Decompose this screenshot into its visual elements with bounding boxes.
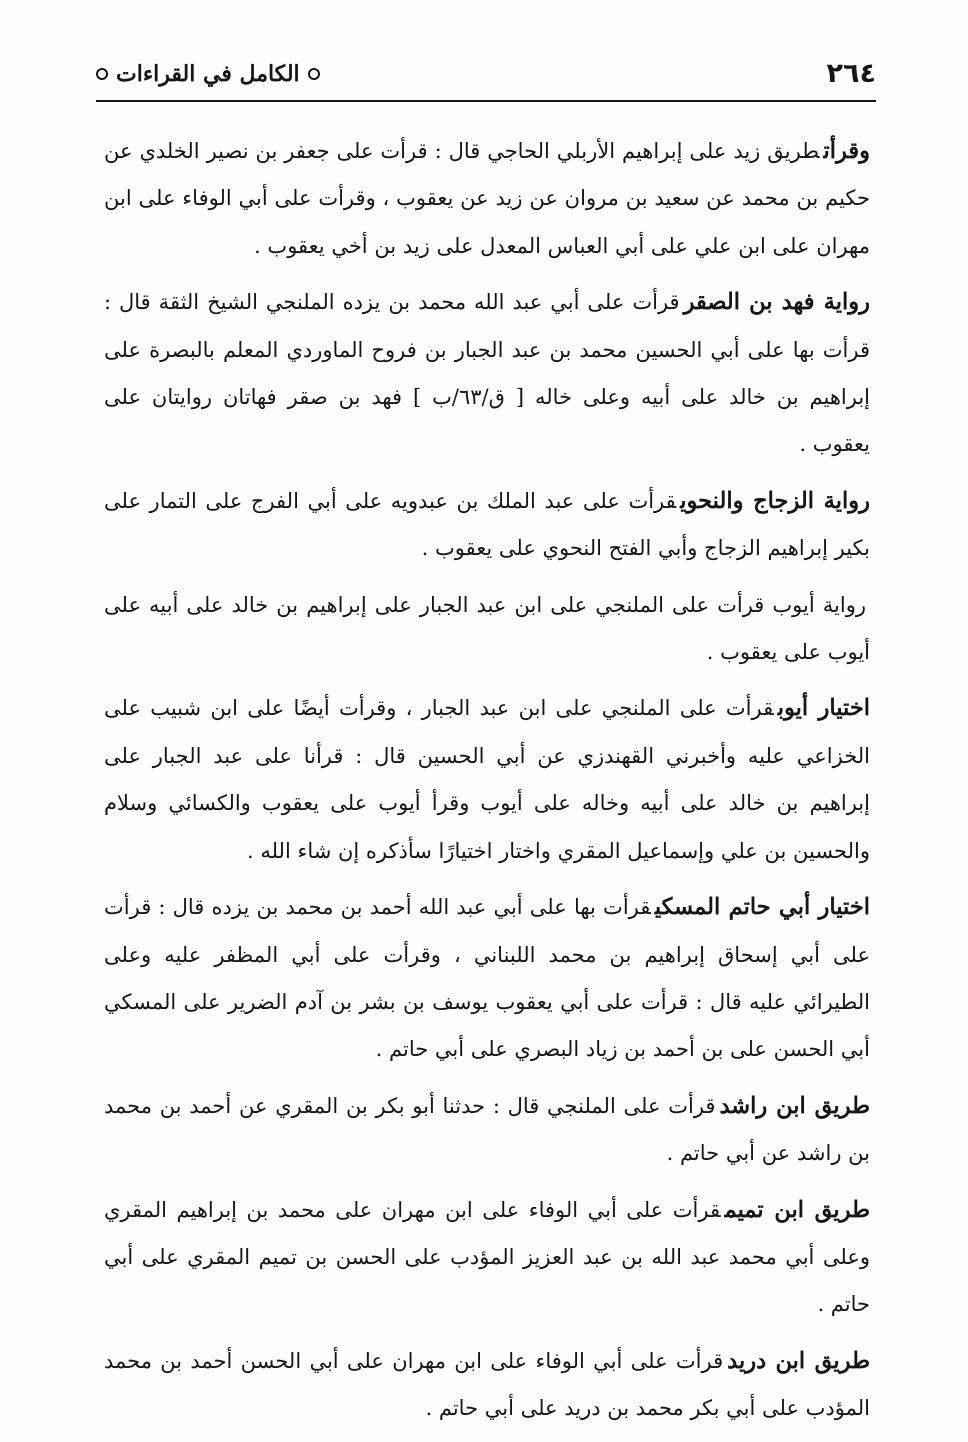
paragraph-lead: اختيار أيوب: [777, 695, 870, 722]
paragraph: [104, 128, 870, 270]
paragraph: [104, 1338, 870, 1433]
ring-ornament-icon: [308, 68, 320, 80]
paragraph-text: قرأت على أبي الوفاء على ابن مهران على أبي الحسن أحمد بن محمد المؤدب على أبي بكر محمد بن دريد على أبي حاتم .: [104, 1348, 870, 1421]
paragraph-text: رواية أيوب قرأت على الملنجي على ابن عبد الجبار على إبراهيم بن خالد على أبيه على أيوب على يعقوب .: [104, 592, 870, 665]
page-header: [96, 54, 876, 102]
paragraph-lead: رواية فهد بن الصقر: [683, 289, 870, 316]
ring-ornament-icon: [96, 68, 108, 80]
paragraph-lead: طريق ابن تميم: [724, 1196, 870, 1223]
paragraph-text: قرأت على الملنجي قال : حدثنا أبو بكر بن المقري عن أحمد بن محمد بن راشد عن أبي حاتم .: [104, 1093, 870, 1166]
paragraph: [104, 279, 870, 469]
paragraph-lead: وقرأت: [823, 138, 870, 164]
paragraph-text: قرأت على أبي الوفاء على ابن مهران على محمد بن إبراهيم المقري وعلى أبي محمد عبد الله بن عبد العزيز المؤدب على الحسن بن تميم المقري على أبي حاتم .: [104, 1197, 870, 1317]
paragraph: [104, 884, 870, 1074]
paragraph: [104, 478, 870, 573]
paragraph: [104, 1187, 870, 1329]
paragraph: [104, 1083, 870, 1178]
paragraph-lead: اختيار أبي حاتم المسكي: [654, 894, 870, 921]
paragraph-text: قرأت على الملنجي على ابن عبد الجبار ، وقرأت أيضًا على ابن شبيب على الخزاعي عليه وأخبرني القهندزي عن أبي الحسين قال : قرأنا على عبد الجبار على إبراهيم بن خالد على أبيه وخاله على أيوب وقرأ أيوب على يعقوب والكسائي وسلام والحسين بن علي وإسماعيل المقري واختار اختيارًا سأذكره إن شاء الله .: [104, 696, 870, 863]
paragraph: [104, 582, 870, 677]
page-number: ٢٦٤: [826, 58, 876, 89]
paragraph-text: قرأت على أبي عبد الله محمد بن يزده الملنجي الشيخ الثقة قال : قرأت بها على أبي الحسين محمد بن عبد الجبار بن فروح الماوردي المعلم بالبصرة على إبراهيم بن خالد على أبيه وعلى خاله [ ق/٦٣/ب ] فهد بن صقر فهاتان روايتان على يعقوب .: [104, 290, 871, 457]
paragraph-text: قرأت بها على أبي عبد الله أحمد بن محمد بن يزده قال : قرأت على أبي إسحاق إبراهيم بن محمد اللبناني ، وقرأت على أبي المظفر عليه وعلى الطيرائي عليه قال : قرأت على أبي يعقوب يوسف بن بشر بن آدم الضرير على المسكي أبي الحسن على بن أحمد بن زياد البصري على أبي حاتم .: [104, 895, 870, 1062]
paragraph-lead: طريق ابن دريد: [727, 1347, 870, 1374]
paragraph-text: قرأت على عبد الملك بن عبدويه على أبي الفرج على التمار على بكير إبراهيم الزجاج وأبي الفتح النحوي على يعقوب .: [104, 488, 870, 561]
running-title: [96, 56, 320, 92]
paragraph-text: طريق زيد على إبراهيم الأربلي الحاجي قال : قرأت على جعفر بن نصير الخلدي عن حكيم بن محمد عن سعيد بن مروان عن زيد عن يعقوب ، وقرأت على أبي الوفاء على ابن مهران على ابن علي على أبي العباس المعدل على زيد بن أخي يعقوب .: [104, 139, 870, 258]
header-rule: [96, 100, 876, 102]
page-body: [104, 128, 870, 1442]
running-title-text: الكامل في القراءات: [116, 61, 300, 87]
paragraph-lead: طريق ابن راشد: [719, 1092, 870, 1119]
paragraph: [104, 685, 870, 875]
paragraph-lead: رواية الزجاج والنحوي: [680, 487, 870, 514]
